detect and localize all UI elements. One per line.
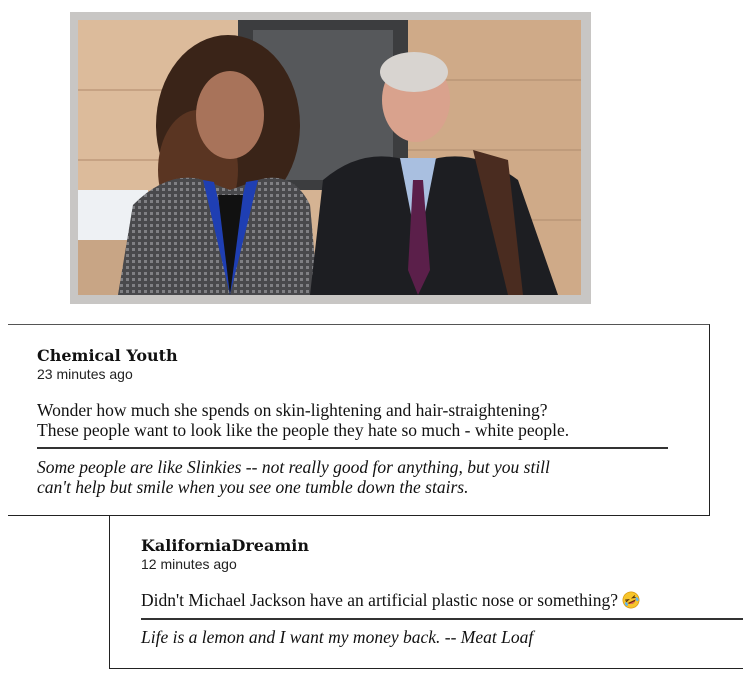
signature-divider bbox=[141, 618, 743, 620]
rolling-on-floor-laughing-emoji bbox=[622, 591, 640, 609]
comment-body bbox=[37, 401, 569, 440]
article-photo-frame bbox=[70, 12, 591, 304]
comment-author[interactable]: Chemical Youth bbox=[37, 346, 178, 365]
comment-signature bbox=[141, 628, 533, 648]
comment-body bbox=[141, 591, 640, 611]
comment-reply bbox=[109, 515, 743, 669]
signature-line: can't help but smile when you see one tumble down the stairs. bbox=[37, 476, 469, 497]
comment-body-line: Didn't Michael Jackson have an artificial plastic nose or something? bbox=[141, 590, 618, 610]
comment-body-line: These people want to look like the people they hate so much - white people. bbox=[37, 419, 570, 440]
comment-timestamp[interactable]: 12 minutes ago bbox=[141, 556, 237, 572]
comment-signature bbox=[37, 458, 550, 497]
comment-author[interactable]: KaliforniaDreamin bbox=[141, 536, 309, 555]
comment-body-line: Wonder how much she spends on skin-lightening and hair-straightening? bbox=[37, 400, 548, 420]
comment-timestamp[interactable]: 23 minutes ago bbox=[37, 366, 133, 382]
signature-line: Some people are like Slinkies -- not really good for anything, but you still bbox=[37, 457, 550, 477]
comment bbox=[8, 324, 710, 516]
signature-divider bbox=[37, 447, 668, 449]
signature-line: Life is a lemon and I want my money back. -- Meat Loaf bbox=[141, 627, 534, 647]
article-photo bbox=[78, 20, 581, 295]
